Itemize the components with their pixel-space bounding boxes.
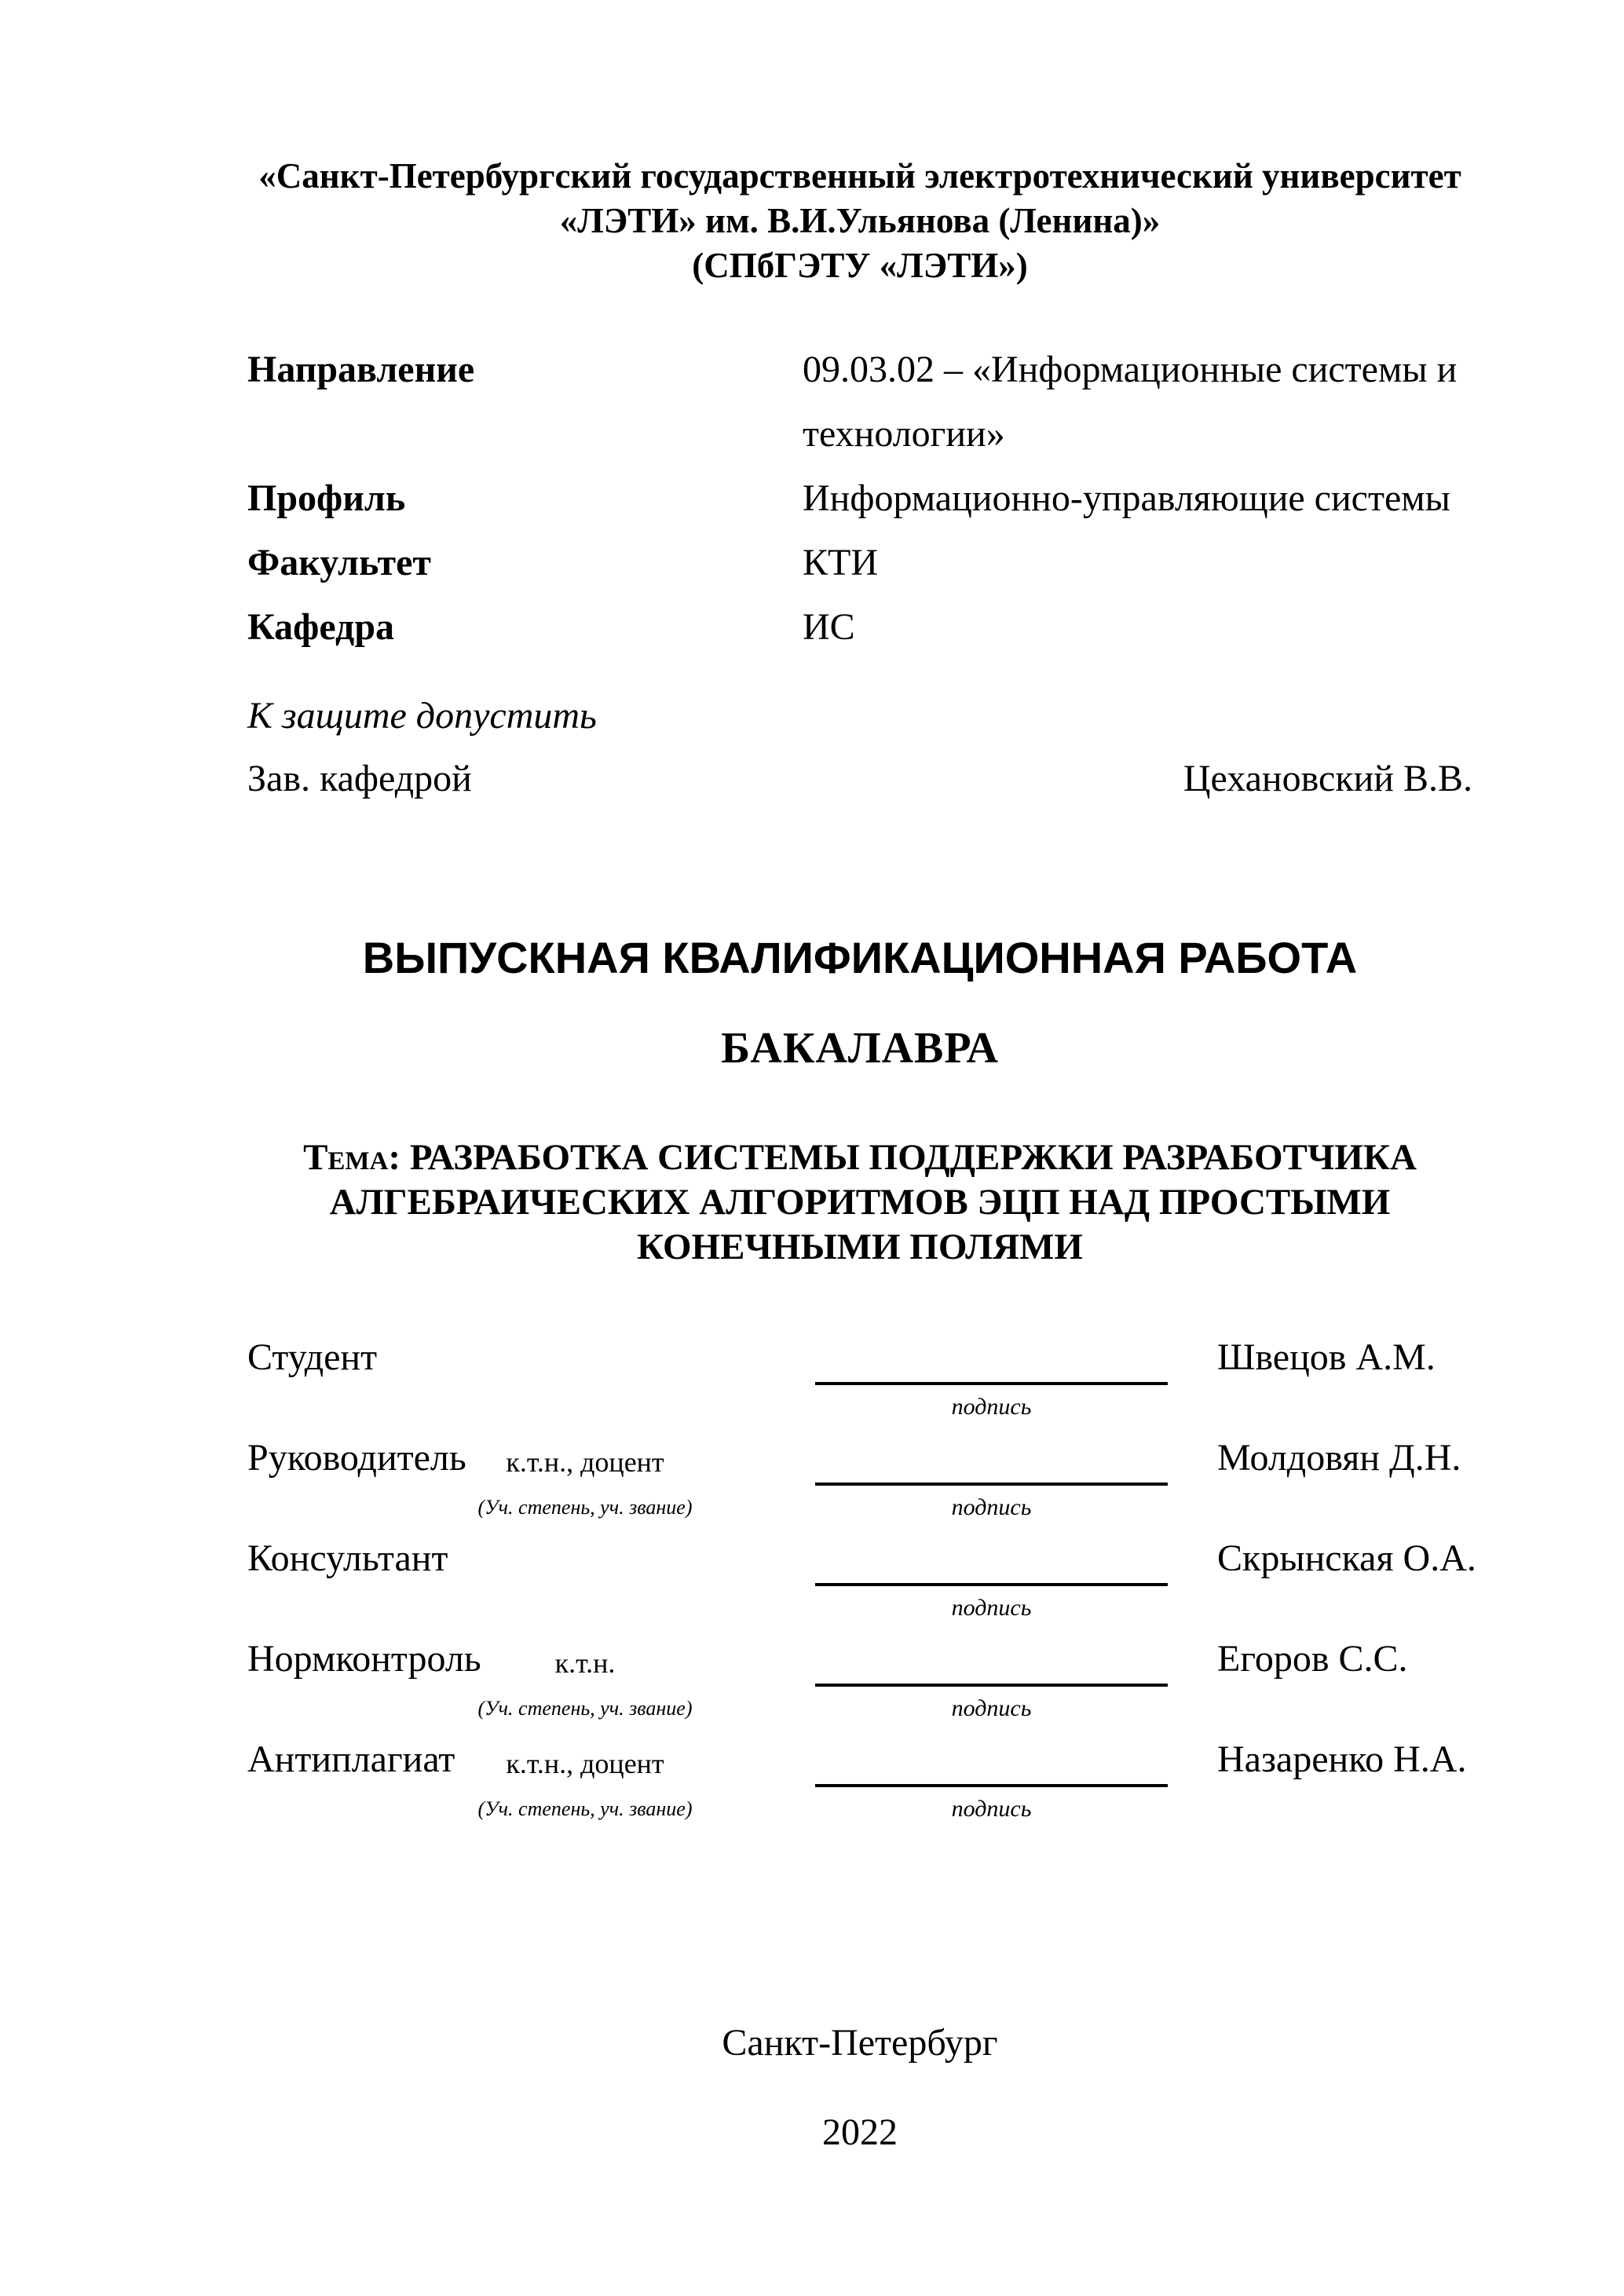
signature-caption: подпись xyxy=(951,1394,1032,1420)
direction-value-line1: 09.03.02 – «Информационные системы и xyxy=(803,349,1458,390)
degree-label: к.т.н., доцент xyxy=(506,1748,664,1779)
theme-text-line1: РАЗРАБОТКА СИСТЕМЫ ПОДДЕРЖКИ РАЗРАБОТЧИКА xyxy=(409,1137,1417,1178)
direction-label: Направление xyxy=(247,349,475,390)
role-label: Студент xyxy=(247,1336,378,1378)
profile-value: Информационно-управляющие системы xyxy=(803,477,1450,519)
footer-year: 2022 xyxy=(822,2111,898,2153)
role-label: Консультант xyxy=(247,1537,448,1579)
signature-caption: подпись xyxy=(951,1796,1032,1822)
theme-line1 xyxy=(247,1135,1472,1180)
department-label: Кафедра xyxy=(247,606,395,648)
university-name-line1: «Санкт-Петербургский государственный электротехнический университет xyxy=(258,156,1461,196)
direction-label-spacer xyxy=(247,402,803,466)
role-label: Руководитель xyxy=(247,1437,466,1479)
faculty-row xyxy=(247,531,1472,595)
person-name: Скрынская О.А. xyxy=(1217,1537,1476,1579)
degree-label: к.т.н. xyxy=(554,1647,616,1679)
theme-paragraph xyxy=(247,1135,1472,1270)
signature-row-consultant xyxy=(247,1536,1476,1636)
department-head-label: Зав. кафедрой xyxy=(247,758,472,799)
person-name: Назаренко Н.А. xyxy=(1217,1738,1467,1780)
department-row xyxy=(247,595,1472,660)
signature-caption: подпись xyxy=(951,1595,1032,1621)
signature-line xyxy=(815,1483,1168,1486)
signature-line xyxy=(815,1583,1168,1586)
degree-title: БАКАЛАВРА xyxy=(721,1024,999,1073)
department-value: ИС xyxy=(803,606,855,648)
degree-caption: (Уч. степень, уч. звание) xyxy=(477,1697,693,1720)
university-name-line2: «ЛЭТИ» им. В.И.Ульянова (Ленина)» xyxy=(559,201,1161,240)
direction-row-continued xyxy=(247,402,1472,466)
work-type-title: ВЫПУСКНАЯ КВАЛИФИКАЦИОННАЯ РАБОТА xyxy=(362,933,1358,982)
degree-caption: (Уч. степень, уч. звание) xyxy=(477,1496,693,1519)
signature-line xyxy=(815,1684,1168,1687)
university-abbreviation: (СПбГЭТУ «ЛЭТИ») xyxy=(692,246,1028,285)
role-label: Нормконтроль xyxy=(247,1638,481,1680)
faculty-label: Факультет xyxy=(247,542,431,583)
theme-label: Тема: xyxy=(303,1137,401,1178)
faculty-value: КТИ xyxy=(803,542,878,583)
direction-value-line2: технологии» xyxy=(803,413,1005,455)
signature-table xyxy=(247,1335,1476,1837)
signature-line xyxy=(815,1382,1168,1385)
department-head-name: Цехановский В.В. xyxy=(1183,758,1472,799)
program-info-section xyxy=(247,338,1472,660)
degree-label: к.т.н., доцент xyxy=(506,1446,664,1478)
university-header xyxy=(247,154,1472,288)
theme-text-line3: КОНЕЧНЫМИ ПОЛЯМИ xyxy=(637,1227,1083,1267)
profile-row xyxy=(247,466,1472,531)
person-name: Егоров С.С. xyxy=(1217,1638,1408,1680)
person-name: Молдовян Д.Н. xyxy=(1217,1437,1461,1479)
direction-row xyxy=(247,338,1472,402)
role-label: Антиплагиат xyxy=(247,1738,455,1780)
profile-label: Профиль xyxy=(247,477,406,519)
signature-row-student xyxy=(247,1335,1472,1435)
signature-caption: подпись xyxy=(951,1695,1032,1721)
signature-row-supervisor xyxy=(247,1435,1472,1536)
theme-text-line2: АЛГЕБРАИЧЕСКИХ АЛГОРИТМОВ ЭЦП НАД ПРОСТЫМИ xyxy=(329,1182,1391,1223)
signature-caption: подпись xyxy=(951,1494,1032,1520)
signature-line xyxy=(815,1784,1168,1787)
person-name: Швецов А.М. xyxy=(1217,1336,1436,1378)
admission-note: К защите допустить xyxy=(247,695,597,737)
footer-city: Санкт-Петербург xyxy=(722,2022,998,2064)
degree-caption: (Уч. степень, уч. звание) xyxy=(477,1797,693,1820)
signature-row-normcontrol xyxy=(247,1636,1472,1737)
signature-row-antiplagiarism xyxy=(247,1737,1472,1837)
department-head-row xyxy=(247,755,1472,803)
